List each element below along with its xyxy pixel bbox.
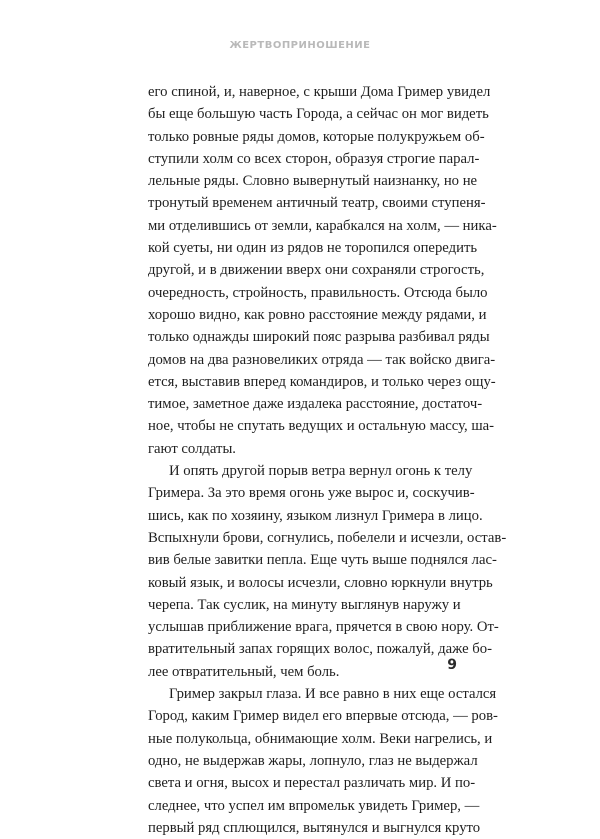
text-line: другой, и в движении вверх они сохраняли строгость,: [148, 262, 485, 279]
text-line: кой суеты, ни один из рядов не торопился опередить: [148, 240, 478, 257]
text-line: хорошо видно, как ровно расстояние между рядами, и: [148, 306, 487, 323]
body-text: [148, 81, 507, 839]
text-line: тронутый временем античный театр, своими ступеня-: [148, 195, 486, 212]
text-line: ковый язык, и волосы исчезли, словно юркнули внутрь: [148, 574, 493, 591]
text-line: лельные ряды. Словно вывернутый наизнанку, но не: [148, 173, 478, 190]
text-line: его спиной, и, наверное, с крыши Дома Гример увидел: [148, 84, 491, 100]
text-line: ми отделившись от земли, карабкался на холм, — ника-: [148, 217, 497, 234]
text-line: Гример закрыл глаза. И все равно в них еще остался: [169, 686, 497, 703]
text-line: домов на два разновеликих отряда — так войско двига-: [148, 351, 496, 368]
text-line: вратительный запах горящих волос, пожалуй, даже бо-: [148, 641, 492, 658]
text-line: только ровные ряды домов, которые полукружьем об-: [148, 128, 485, 145]
text-line: Город, каким Гример видел его впервые отсюда, — ров-: [148, 708, 498, 725]
text-line: И опять другой порыв ветра вернул огонь к телу: [169, 463, 473, 480]
text-line: ные полукольца, обнимающие холм. Веки нагрелись, и: [148, 730, 493, 747]
paragraph: [148, 460, 507, 683]
text-line: бы еще большую часть Города, а сейчас он мог видеть: [148, 106, 489, 123]
text-line: гают солдаты.: [148, 440, 236, 457]
text-line: лее отвратительный, чем боль.: [148, 663, 340, 680]
text-line: ется, выставив вперед командиров, и только через ощу-: [148, 373, 496, 390]
text-line: света и огня, высох и перестал различать мир. И по-: [148, 775, 476, 792]
text-line: тимое, заметное даже издалека расстояние, достаточ-: [148, 396, 483, 413]
text-line: черепа. Так суслик, на минуту выглянув наружу и: [148, 596, 461, 613]
paragraph: [148, 683, 498, 839]
text-line: шись, как по хозяину, языком лизнул Гримера в лицо.: [148, 507, 483, 524]
text-line: Вспыхнули брови, согнулись, побелели и исчезли, остав-: [148, 529, 507, 546]
text-line: услышав приближение врага, прячется в свою нору. От-: [148, 619, 499, 636]
paragraph: [148, 81, 497, 460]
text-line: одно, не выдержав жары, лопнуло, глаз не выдержал: [148, 752, 478, 769]
text-line: ступили холм со всех сторон, образуя строгие парал-: [148, 150, 480, 167]
text-line: вив белые завитки пепла. Еще чуть выше поднялся лас-: [148, 552, 497, 569]
page-number: 9: [447, 657, 457, 673]
text-line: очередность, стройность, правильность. Отсюда было: [148, 284, 488, 301]
text-line: Гримера. За это время огонь уже вырос и, соскучив-: [148, 485, 475, 502]
text-line: ное, чтобы не спутать ведущих и остальную массу, ша-: [148, 418, 495, 435]
text-line: первый ряд сплющился, вытянулся и выгнулся круто: [148, 819, 481, 836]
text-line: следнее, что успел им впромельк увидеть Гример, —: [148, 797, 480, 814]
text-line: только однажды широкий пояс разрыва разбивал ряды: [148, 329, 490, 346]
running-head: ЖЕРТВОПРИНОШЕНИЕ: [229, 40, 371, 51]
